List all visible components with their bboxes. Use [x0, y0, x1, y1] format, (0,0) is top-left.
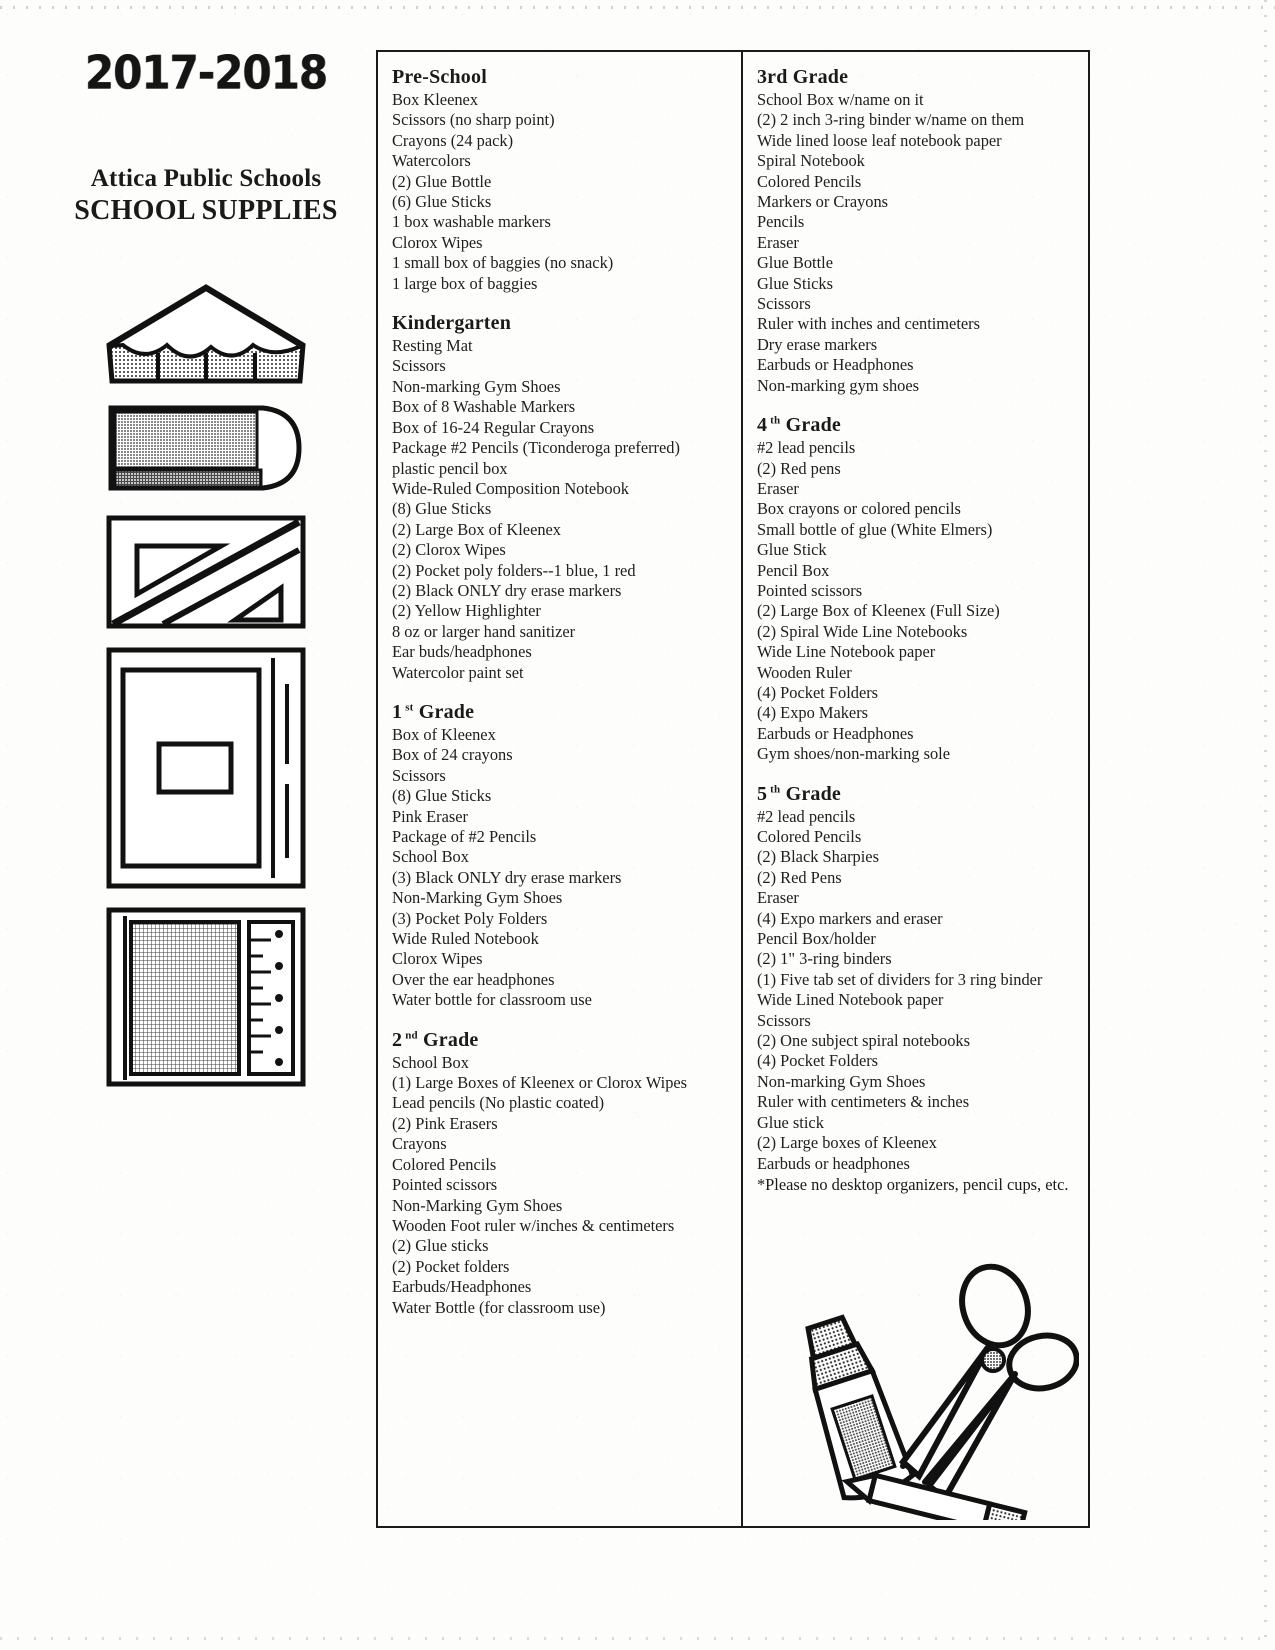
list-item: Over the ear headphones [392, 969, 555, 989]
supply-list-box [376, 50, 1090, 1528]
list-item: Wooden Ruler [756, 662, 852, 682]
list-item: (4) Expo Makers [756, 703, 869, 723]
list-item: Glue stick [756, 1112, 824, 1132]
grade-block-pre-school [392, 66, 731, 294]
grade-heading-text: Grade [785, 414, 841, 437]
list-item: (8) Glue Sticks [392, 786, 492, 806]
list-item: (2) Glue Bottle [392, 171, 492, 191]
supply-items-kindergarten [392, 336, 731, 683]
list-item: (2) Large Box of Kleenex (Full Size) [756, 601, 1000, 621]
list-item: Scissors (no sharp point) [392, 110, 555, 130]
list-item: Earbuds/Headphones [392, 1277, 532, 1297]
list-item: Box of 16-24 Regular Crayons [392, 417, 595, 437]
list-item: Wide-Ruled Composition Notebook [392, 478, 629, 498]
grade-heading-text: Pre-School [392, 66, 487, 88]
grade-block-kindergarten [392, 312, 731, 683]
list-item: Ruler with centimeters & inches [756, 1092, 970, 1112]
list-item: Watercolor paint set [392, 662, 524, 682]
list-item: Non-marking Gym Shoes [392, 376, 561, 396]
supply-list-column-right [743, 52, 1088, 1526]
list-item: Eraser [756, 888, 799, 908]
list-item: Scissors [756, 1010, 811, 1030]
supply-items-3rd-grade [757, 90, 1078, 396]
list-item: Ear buds/headphones [392, 642, 532, 662]
list-item: (1) Five tab set of dividers for 3 ring binder [756, 969, 1043, 989]
list-item: Non-Marking Gym Shoes [392, 888, 563, 908]
list-item: Clorox Wipes [392, 232, 483, 252]
supply-items-1st-grade [392, 725, 731, 1011]
grade-block-4th-grade [757, 414, 1078, 765]
grade-block-5th-grade [757, 783, 1078, 1196]
list-item: Crayons (24 pack) [392, 130, 514, 150]
list-item: (2) 2 inch 3-ring binder w/name on them [756, 110, 1025, 130]
grade-heading-text: Grade [418, 700, 475, 723]
list-item: Dry erase markers [756, 334, 878, 354]
grade-heading-number: 5 [756, 782, 768, 805]
grade-heading-ordinal: th [770, 782, 781, 795]
grade-heading-number: 4 [756, 414, 768, 437]
list-item: Eraser [756, 232, 799, 252]
list-item: Markers or Crayons [756, 192, 889, 212]
list-item: Wide lined loose leaf notebook paper [756, 130, 1002, 150]
list-item: (2) Black Sharpies [756, 847, 879, 867]
list-item: (4) Pocket Folders [756, 682, 879, 702]
list-item: Non-marking gym shoes [756, 375, 920, 395]
list-item: Colored Pencils [392, 1154, 497, 1174]
list-item: Wide Ruled Notebook [392, 929, 539, 949]
list-item: Small bottle of glue (White Elmers) [756, 519, 993, 539]
list-item: Crayons [392, 1134, 447, 1154]
list-item: Pointed scissors [756, 580, 863, 600]
list-item: (2) Red pens [756, 458, 841, 478]
list-item: Resting Mat [392, 336, 473, 356]
page-title: SCHOOL SUPPLIES [74, 195, 338, 226]
list-item: #2 lead pencils [756, 806, 856, 826]
grade-heading-1st-grade [392, 701, 731, 724]
list-item: Colored Pencils [756, 827, 862, 846]
list-item: Wooden Foot ruler w/inches & centimeters [392, 1215, 675, 1235]
supply-items-4th-grade [757, 438, 1078, 765]
list-item: (8) Glue Sticks [392, 499, 492, 519]
list-item: Box of 8 Washable Markers [392, 397, 576, 417]
list-item: (2) Spiral Wide Line Notebooks [756, 621, 968, 641]
list-item: (2) Black ONLY dry erase markers [392, 580, 622, 600]
list-item: (2) Pocket folders [392, 1256, 510, 1276]
scan-edge-artifact-bottom [0, 1637, 1275, 1640]
list-item: Water bottle for classroom use [392, 990, 592, 1010]
title-and-clipart-column [46, 34, 366, 1090]
list-item: (2) Yellow Highlighter [392, 601, 541, 621]
grade-block-2nd-grade [392, 1029, 731, 1318]
list-item: 8 oz or larger hand sanitizer [392, 621, 576, 641]
list-item: Pencils [756, 212, 805, 232]
list-item: Pencil Box/holder [756, 929, 876, 949]
list-item: Eraser [756, 478, 799, 498]
district-name: Attica Public Schools [90, 165, 322, 192]
list-item: #2 lead pencils [756, 438, 856, 458]
list-item: (2) Large boxes of Kleenex [756, 1133, 937, 1153]
list-item: Scissors [392, 356, 446, 376]
grade-heading-text: 3rd Grade [756, 66, 849, 88]
list-item: Scissors [392, 765, 446, 785]
eraser-icon [103, 400, 309, 500]
list-item: Pink Eraser [392, 806, 469, 826]
list-item: (2) Clorox Wipes [392, 540, 506, 560]
list-item: 1 small box of baggies (no snack) [392, 253, 614, 273]
list-item: Wide Line Notebook paper [756, 642, 936, 662]
grade-block-3rd-grade [757, 66, 1078, 396]
list-item: Earbuds or Headphones [756, 723, 914, 743]
list-item: Pointed scissors [392, 1175, 498, 1195]
list-item: plastic pencil box [392, 458, 508, 478]
notebook-icon [103, 644, 309, 892]
list-item: (3) Pocket Poly Folders [392, 908, 548, 928]
supply-items-pre-school [392, 90, 731, 294]
list-item: (2) Red Pens [756, 867, 842, 887]
list-item: Box Kleenex [392, 90, 479, 109]
glue-scissors-pencil-icon [753, 1250, 1079, 1520]
list-item: School Box [392, 1052, 469, 1072]
grade-block-1st-grade [392, 701, 731, 1011]
grade-heading-3rd-grade [757, 66, 1078, 89]
spiral-notebook-ruler-icon [103, 904, 309, 1090]
list-item: (2) Glue sticks [392, 1236, 489, 1256]
supply-list-column-left [378, 52, 743, 1526]
grade-heading-number: 1 [392, 700, 403, 723]
list-item: Spiral Notebook [756, 151, 865, 171]
list-item: Non-Marking Gym Shoes [392, 1195, 563, 1215]
list-item: Gym shoes/non-marking sole [756, 744, 950, 764]
grade-heading-ordinal: th [770, 414, 781, 427]
list-item: Glue Bottle [756, 253, 833, 273]
list-item: Colored Pencils [756, 171, 862, 191]
list-item: Package #2 Pencils (Ticonderoga preferred) [392, 438, 680, 458]
list-item: Package of #2 Pencils [392, 827, 537, 846]
list-item: Clorox Wipes [392, 949, 483, 969]
list-item: (4) Expo markers and eraser [756, 908, 943, 928]
clipart-stack [46, 283, 366, 1090]
list-item: Water Bottle (for classroom use) [392, 1297, 606, 1317]
supply-items-2nd-grade [392, 1053, 731, 1318]
list-item: (2) One subject spiral notebooks [756, 1031, 970, 1051]
list-item: Wide Lined Notebook paper [756, 990, 944, 1010]
scan-edge-artifact-top [0, 6, 1275, 9]
grade-heading-2nd-grade [392, 1029, 731, 1052]
grade-heading-ordinal: st [405, 701, 414, 714]
grade-heading-text: Kindergarten [392, 312, 512, 335]
list-item: Non-marking Gym Shoes [756, 1071, 926, 1091]
list-item: Glue Stick [756, 540, 827, 560]
grade-heading-kindergarten [392, 312, 731, 335]
grade-heading-ordinal: nd [405, 1029, 418, 1041]
list-item: Box of Kleenex [392, 724, 496, 744]
grade-heading-number: 2 [392, 1028, 403, 1051]
list-item: Earbuds or Headphones [756, 355, 914, 375]
list-item: (1) Large Boxes of Kleenex or Clorox Wipes [392, 1073, 688, 1093]
supply-items-5th-grade [757, 807, 1078, 1174]
list-item: Watercolors [392, 151, 471, 171]
list-item: School Box [392, 847, 469, 867]
grade-heading-5th-grade [757, 783, 1078, 806]
list-item: (6) Glue Sticks [392, 192, 492, 212]
list-item: (2) 1" 3-ring binders [756, 949, 892, 969]
list-item: 1 large box of baggies [392, 273, 538, 293]
list-item: Pencil Box [756, 560, 830, 580]
pencil-tip-icon [103, 283, 309, 388]
grade-heading-pre-school [392, 66, 731, 89]
list-item: Box of 24 crayons [392, 745, 513, 765]
list-item: (4) Pocket Folders [756, 1051, 879, 1071]
scan-edge-artifact-right [1264, 0, 1267, 1650]
list-item: (3) Black ONLY dry erase markers [392, 867, 622, 887]
list-item: (2) Large Box of Kleenex [392, 519, 562, 539]
list-item: (2) Pink Erasers [392, 1113, 498, 1133]
grade-heading-4th-grade [757, 414, 1078, 437]
supply-note: *Please no desktop organizers, pencil cups, etc. [756, 1174, 1069, 1194]
triangle-ruler-icon [103, 512, 309, 632]
list-item: Ruler with inches and centimeters [756, 314, 980, 334]
list-item: Earbuds or headphones [756, 1153, 910, 1173]
grade-heading-text: Grade [423, 1028, 479, 1051]
grade-heading-text: Grade [785, 782, 841, 805]
list-item: 1 box washable markers [392, 212, 551, 232]
list-item: Scissors [756, 294, 811, 314]
list-item: School Box w/name on it [756, 90, 924, 109]
list-item: Glue Sticks [756, 273, 833, 293]
list-item: Box crayons or colored pencils [756, 499, 961, 519]
list-item: (2) Pocket poly folders--1 blue, 1 red [392, 560, 636, 580]
list-item: Lead pencils (No plastic coated) [392, 1093, 605, 1113]
school-year-title: 2017-2018 [84, 45, 328, 100]
